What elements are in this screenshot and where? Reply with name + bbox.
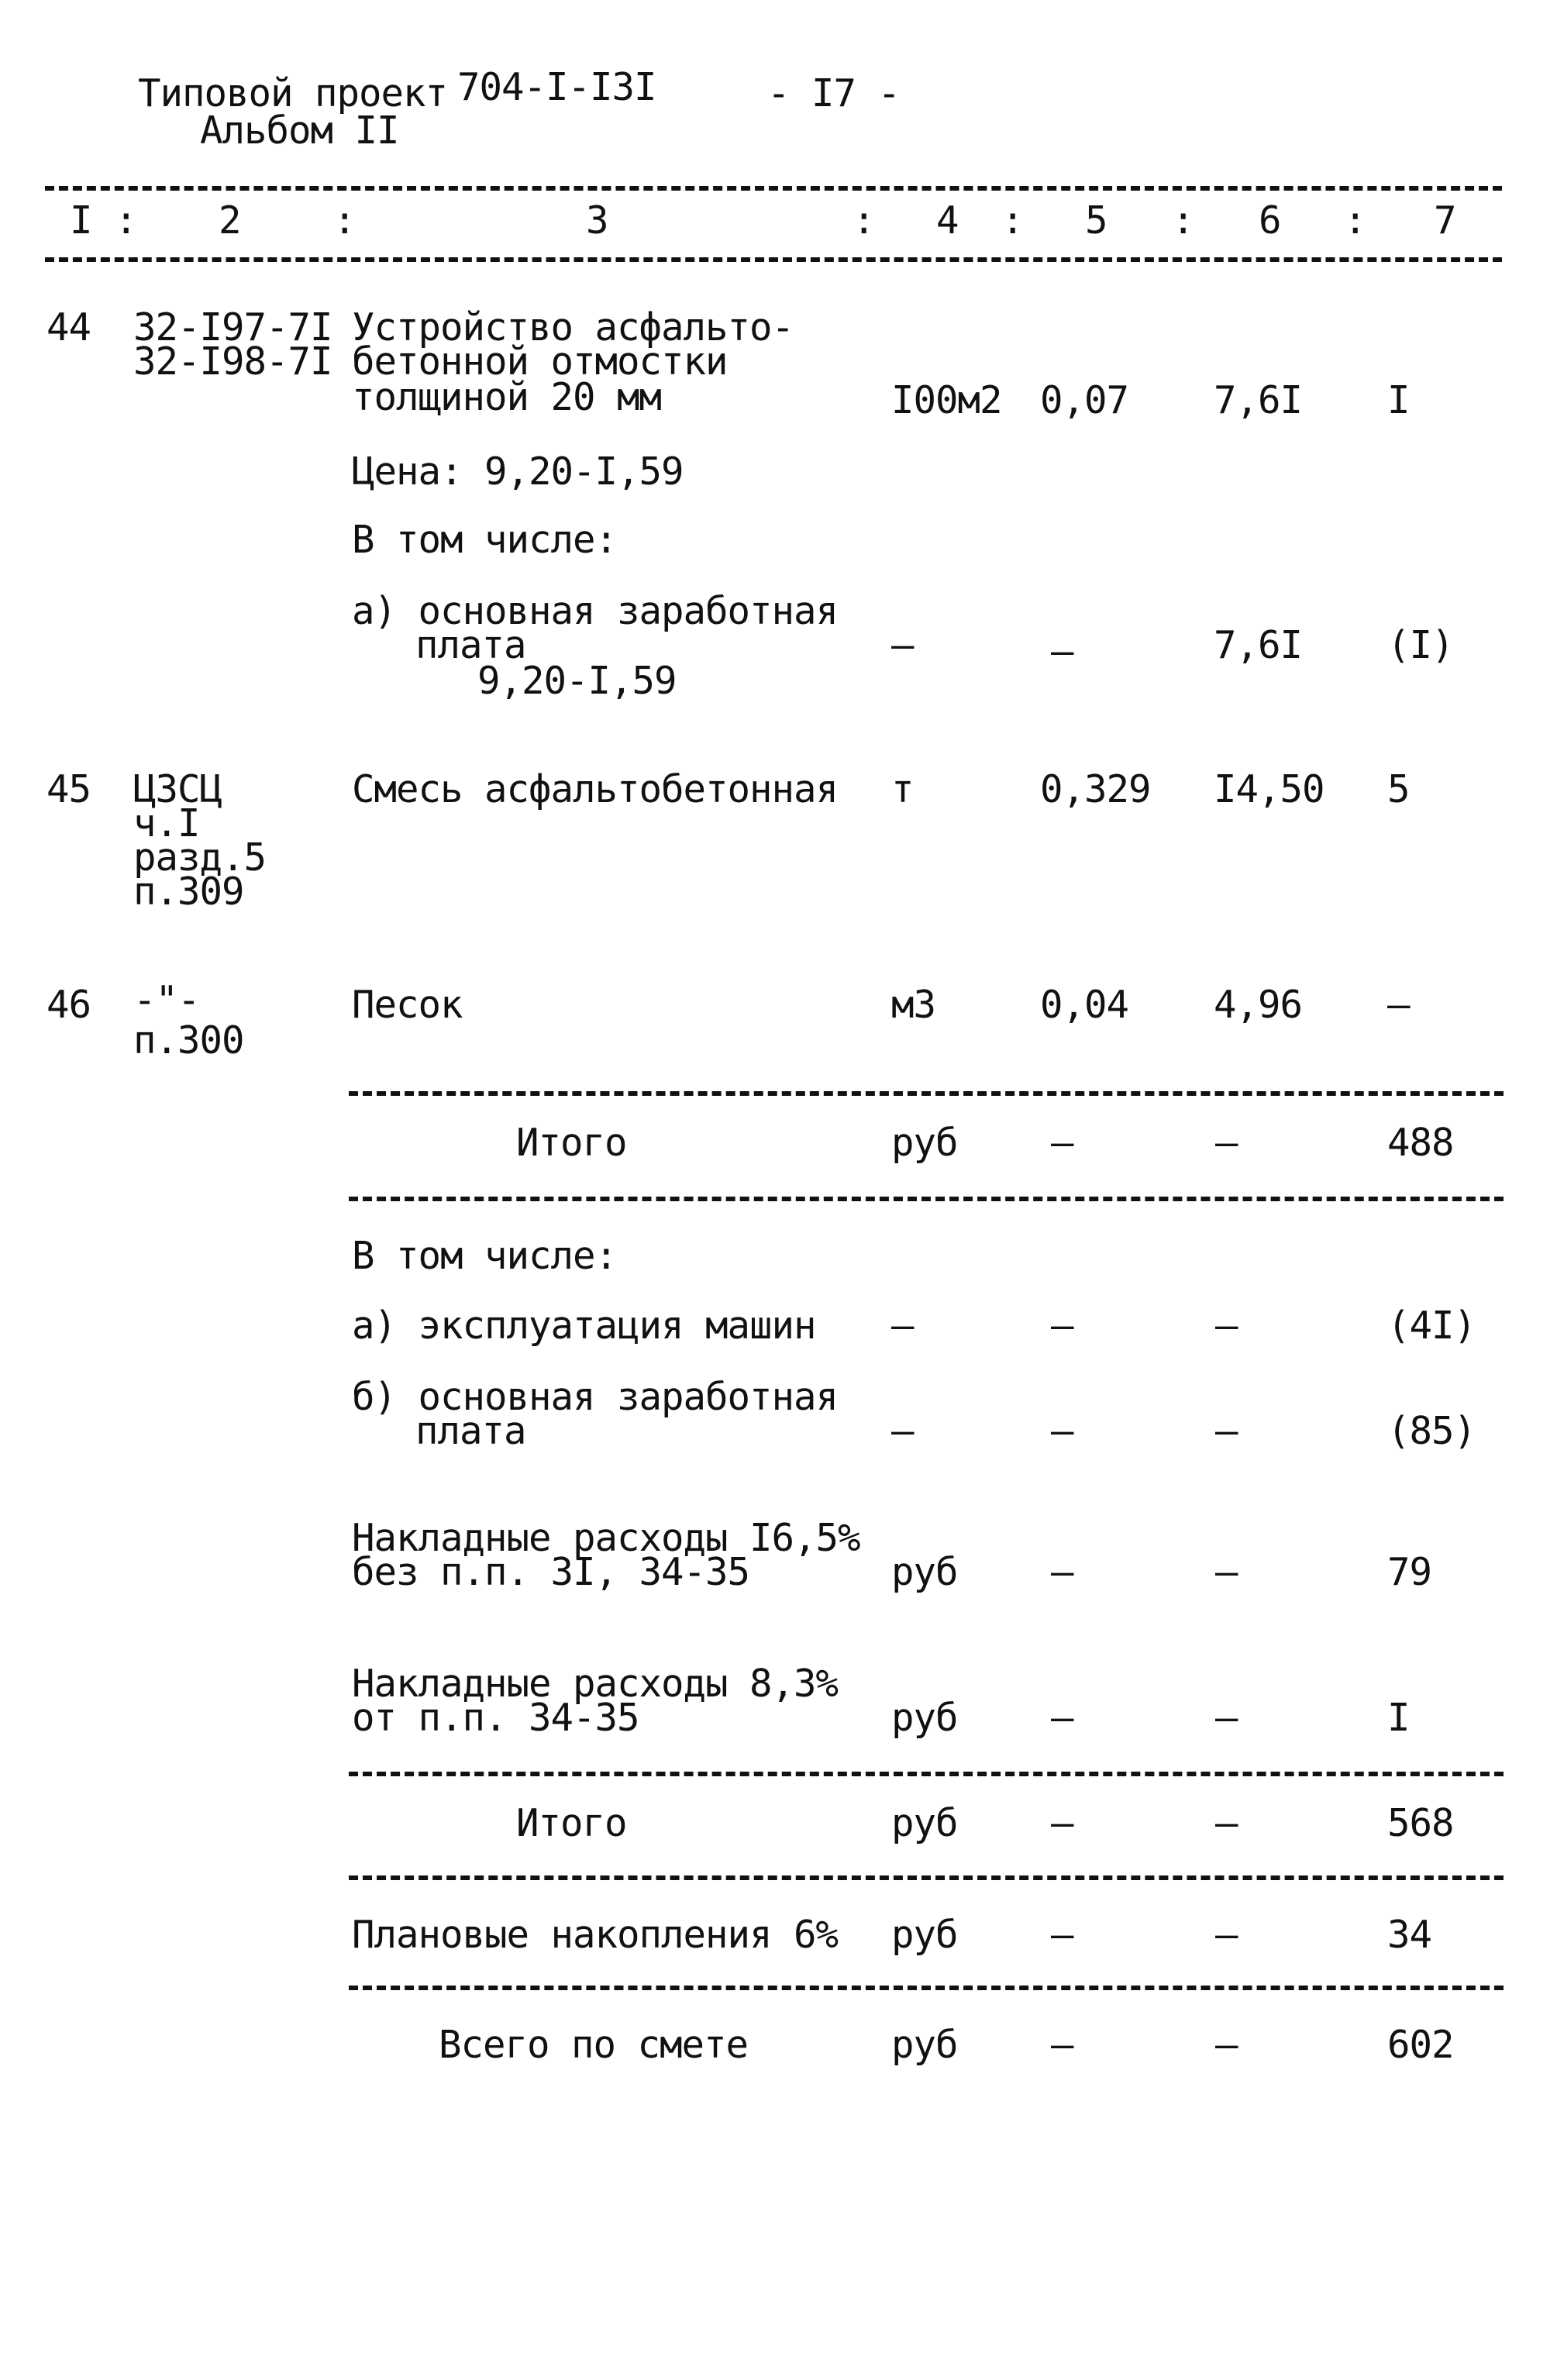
row-description-line: Устройство асфальто- xyxy=(352,305,794,350)
summary-label-line: Накладные расходы I6,5% xyxy=(352,1516,860,1560)
summary-quantity: – xyxy=(1051,1121,1073,1165)
column-header-3: 3 xyxy=(586,198,608,243)
summary-total: 488 xyxy=(1387,1121,1454,1165)
divider-subtotal xyxy=(349,1091,1504,1096)
row-including-label: В том числе: xyxy=(352,518,618,562)
column-header-2: 2 xyxy=(219,198,241,243)
summary-unit: – xyxy=(891,1409,914,1453)
summary-label: а) эксплуатация машин xyxy=(352,1304,816,1348)
summary-total: 79 xyxy=(1387,1550,1432,1594)
row-description: Смесь асфальтобетонная xyxy=(352,767,839,811)
summary-total: 568 xyxy=(1387,1801,1454,1845)
summary-unit: – xyxy=(891,1304,914,1348)
row-code-line: 32-I97-7I xyxy=(133,305,332,350)
row-description-line: бетонной отмостки xyxy=(352,339,728,384)
column-separator: : xyxy=(1344,198,1366,243)
column-separator: : xyxy=(853,198,875,243)
project-label: Типовой проект xyxy=(138,71,448,115)
row-unit: I00м2 xyxy=(891,378,1002,422)
row-total: 5 xyxy=(1387,767,1410,811)
album-label: Альбом II xyxy=(200,108,399,153)
column-separator: : xyxy=(1001,198,1024,243)
summary-label-line: Накладные расходы 8,3% xyxy=(352,1662,839,1706)
summary-unit: руб xyxy=(891,1550,958,1594)
row-code-line: п.309 xyxy=(133,870,244,914)
row-sub-unit: – xyxy=(891,623,914,667)
summary-quantity: – xyxy=(1051,1696,1073,1740)
row-price: 7,6I xyxy=(1214,378,1303,422)
column-separator: : xyxy=(333,198,356,243)
summary-label: Плановые накопления 6% xyxy=(352,1913,839,1957)
summary-label: Итого xyxy=(516,1121,627,1165)
divider-itogo-1 xyxy=(349,1197,1504,1201)
row-quantity: 0,04 xyxy=(1040,983,1129,1027)
row-code-line: п.300 xyxy=(133,1018,244,1063)
row-code-line: 32-I98-7I xyxy=(133,339,332,384)
summary-quantity: – xyxy=(1051,1801,1073,1845)
summary-label-line: от п.п. 34-35 xyxy=(352,1696,639,1740)
row-price: I4,50 xyxy=(1214,767,1324,811)
row-number: 45 xyxy=(47,767,91,811)
row-number: 44 xyxy=(47,305,91,350)
column-separator: : xyxy=(115,198,137,243)
summary-quantity: – xyxy=(1051,1550,1073,1594)
summary-quantity: – xyxy=(1051,1913,1073,1957)
summary-price: – xyxy=(1215,1121,1238,1165)
summary-price: – xyxy=(1215,1801,1238,1845)
summary-unit: руб xyxy=(891,1801,958,1845)
summary-label-line: без п.п. 3I, 34-35 xyxy=(352,1550,750,1594)
column-header-7: 7 xyxy=(1434,198,1456,243)
project-code: 704-I-I3I xyxy=(457,65,656,109)
summary-label: Итого xyxy=(516,1801,627,1845)
row-sub-quantity: – xyxy=(1051,629,1073,673)
column-separator: : xyxy=(1172,198,1194,243)
row-description: Песок xyxy=(352,983,463,1027)
summary-total: (4I) xyxy=(1387,1304,1476,1348)
summary-unit: руб xyxy=(891,1913,958,1957)
row-sub-total: (I) xyxy=(1387,623,1454,667)
summary-price: – xyxy=(1215,1409,1238,1453)
summary-price: – xyxy=(1215,1913,1238,1957)
summary-price: – xyxy=(1215,1696,1238,1740)
row-price: 4,96 xyxy=(1214,983,1303,1027)
row-price-formula: Цена: 9,20-I,59 xyxy=(352,449,684,494)
summary-unit: руб xyxy=(891,1696,958,1740)
summary-label: Всего по смете xyxy=(439,2023,749,2067)
row-code-line: ЦЗСЦ xyxy=(133,767,222,811)
row-total: – xyxy=(1387,983,1410,1027)
divider-planned xyxy=(349,1986,1504,1990)
row-total: I xyxy=(1387,378,1410,422)
summary-quantity: – xyxy=(1051,1304,1073,1348)
page-number: - I7 - xyxy=(767,71,901,115)
summary-label-line: плата xyxy=(415,1409,526,1453)
divider-top xyxy=(45,186,1502,191)
row-code-line: -"- xyxy=(133,978,200,1022)
divider-overheads xyxy=(349,1772,1504,1776)
summary-including-label: В том числе: xyxy=(352,1234,618,1278)
row-unit: м3 xyxy=(891,983,936,1027)
row-sub-price: 7,6I xyxy=(1214,623,1303,667)
row-quantity: 0,329 xyxy=(1040,767,1151,811)
column-header-5: 5 xyxy=(1085,198,1107,243)
summary-quantity: – xyxy=(1051,1409,1073,1453)
summary-total: I xyxy=(1387,1696,1410,1740)
summary-unit: руб xyxy=(891,1121,958,1165)
summary-quantity: – xyxy=(1051,2023,1073,2067)
column-header-1: I xyxy=(70,198,92,243)
column-header-6: 6 xyxy=(1259,198,1281,243)
divider-header xyxy=(45,257,1502,262)
row-code-line: ч.I xyxy=(133,801,200,846)
summary-price: – xyxy=(1215,2023,1238,2067)
summary-total: 34 xyxy=(1387,1913,1432,1957)
summary-total: 602 xyxy=(1387,2023,1454,2067)
row-sub-description-line: 9,20-I,59 xyxy=(477,659,677,703)
row-quantity: 0,07 xyxy=(1040,378,1129,422)
summary-total: (85) xyxy=(1387,1409,1476,1453)
row-number: 46 xyxy=(47,983,91,1027)
summary-price: – xyxy=(1215,1550,1238,1594)
row-unit: т xyxy=(891,767,914,811)
row-description-line: толщиной 20 мм xyxy=(352,375,662,419)
row-code-line: разд.5 xyxy=(133,835,267,880)
column-header-4: 4 xyxy=(936,198,959,243)
row-sub-description-line: плата xyxy=(415,623,526,667)
row-sub-description-line: а) основная заработная xyxy=(352,589,839,633)
summary-label-line: б) основная заработная xyxy=(352,1375,839,1419)
summary-unit: руб xyxy=(891,2023,958,2067)
divider-itogo-2 xyxy=(349,1875,1504,1880)
summary-price: – xyxy=(1215,1304,1238,1348)
